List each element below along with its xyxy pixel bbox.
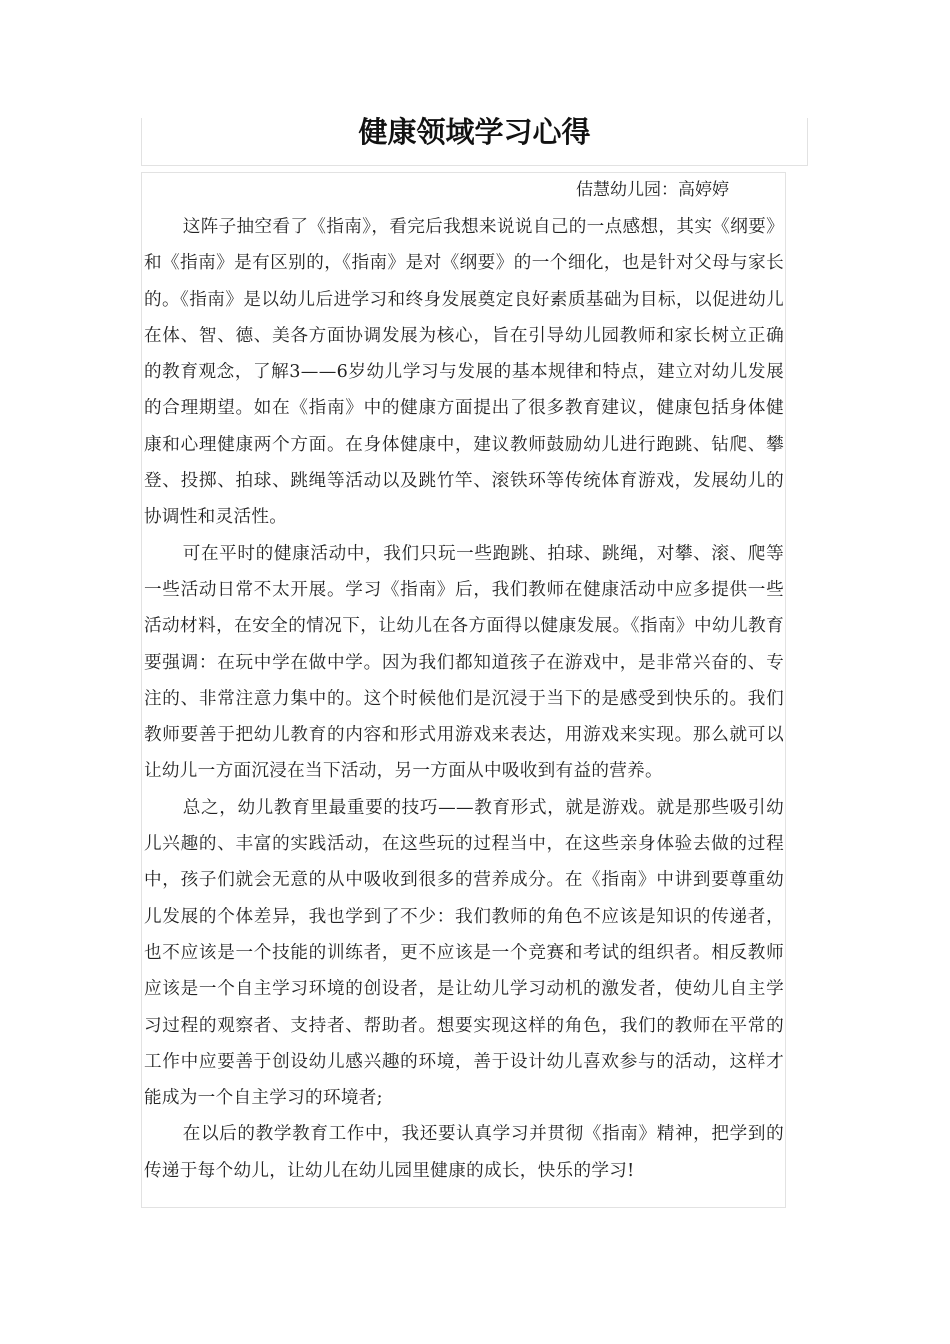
paragraph-3: 总之，幼儿教育里最重要的技巧——教育形式，就是游戏。就是那些吸引幼儿兴趣的、丰富的实践活动，在这些玩的过程当中，在这些亲身体验去做的过程中，孩子们就会无意的从中吸收到很多的营养成分。在《指南》中讲到要尊重幼儿发展的个体差异，我也学到了不少：我们教师的角色不应该是知识的传递者，也不应该是一个技能的训练者，更不应该是一个竞赛和考试的组织者。相反教师应该是一个自主学习环境的创设者，是让幼儿学习动机的激发者，使幼儿自主学习过程的观察者、支持者、帮助者。想要实现这样的角色，我们的教师在平常的工作中应要善于创设幼儿感兴趣的环境，善于设计幼儿喜欢参与的活动，这样才能成为一个自主学习的环境者; xyxy=(144,797,784,1109)
author-line: 佶慧幼儿园：高婷婷 xyxy=(576,180,729,200)
paragraph-2: 可在平时的健康活动中，我们只玩一些跑跳、拍球、跳绳，对攀、滚、爬等一些活动日常不太开展。学习《指南》后，我们教师在健康活动中应多提供一些活动材料，在安全的情况下，让幼儿在各方面得以健康发展。《指南》中幼儿教育要强调：在玩中学在做中学。因为我们都知道孩子在游戏中，是非常兴奋的、专注的、非常注意力集中的。这个时候他们是沉浸于当下的是感受到快乐的。我们教师要善于把幼儿教育的内容和形式用游戏来表达，用游戏来实现。那么就可以让幼儿一方面沉浸在当下活动，另一方面从中吸收到有益的营养。 xyxy=(144,543,784,782)
paragraph-4: 在以后的教学教育工作中，我还要认真学习并贯彻《指南》精神，把学到的传递于每个幼儿，让幼儿在幼儿园里健康的成长，快乐的学习! xyxy=(144,1124,784,1181)
title-frame xyxy=(141,115,808,166)
page-title: 健康领域学习心得 xyxy=(358,115,591,149)
paragraph-1: 这阵子抽空看了《指南》，看完后我想来说说自己的一点感想，其实《纲要》和《指南》是有区别的，《指南》是对《纲要》的一个细化，也是针对父母与家长的。《指南》是以幼儿后进学习和终身发展奠定良好素质基础为目标，以促进幼儿在体、智、德、美各方面协调发展为核心，旨在引导幼儿园教师和家长树立正确的教育观念，了解3——6岁幼儿学习与发展的基本规律和特点，建立对幼儿发展的合理期望。如在《指南》中的健康方面提出了很多教育建议，健康包括身体健康和心理健康两个方面。在身体健康中，建议教师鼓励幼儿进行跑跳、钻爬、攀登、投掷、拍球、跳绳等活动以及跳竹竿、滚铁环等传统体育游戏，发展幼儿的协调性和灵活性。 xyxy=(144,217,784,528)
document-body xyxy=(144,209,784,1189)
